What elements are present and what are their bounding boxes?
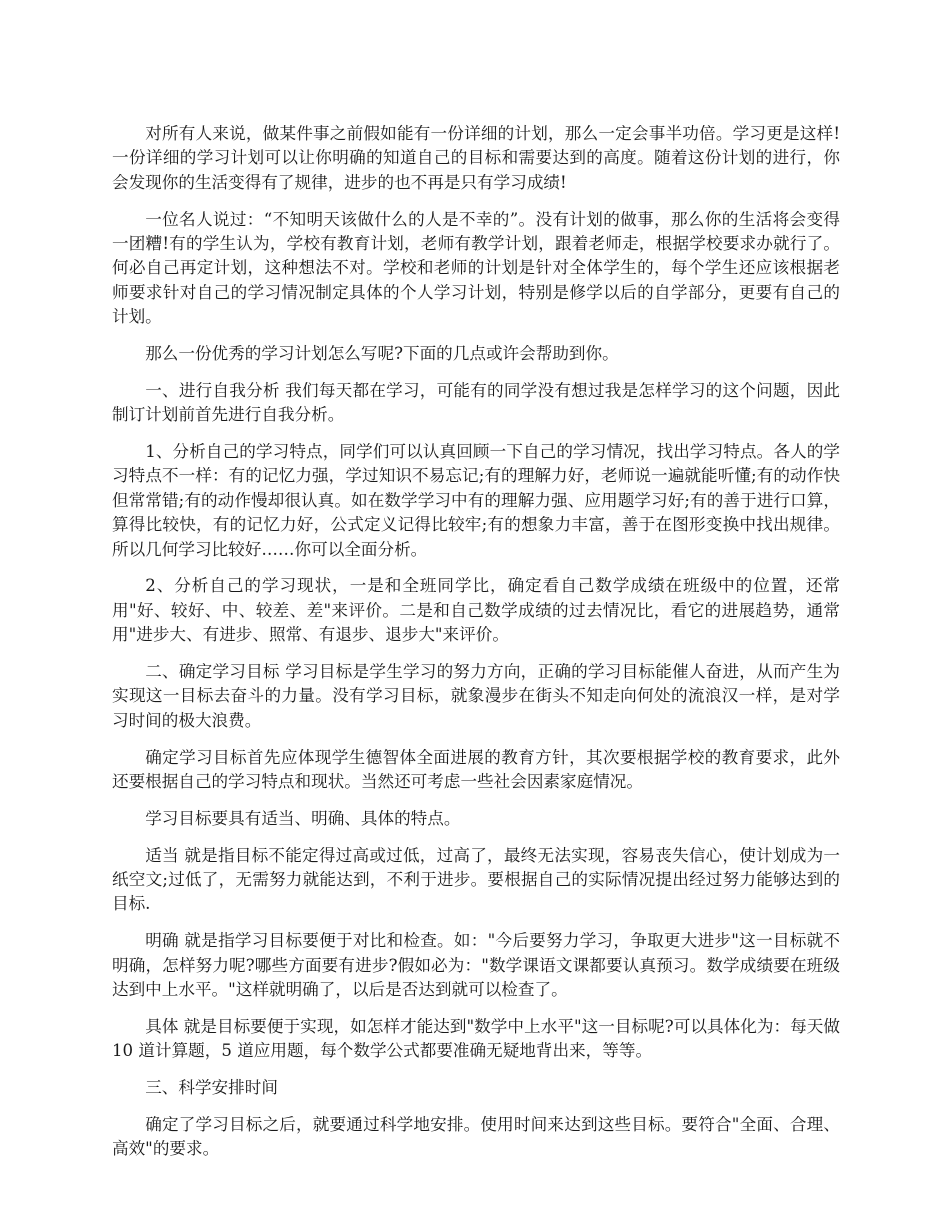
paragraph-analysis-learning-traits: 1、分析自己的学习特点，同学们可以认真回顾一下自己的学习情况，找出学习特点。各人的学习特点不一样：有的记忆力强，学过知识不易忘记;有的理解力好，老师说一遍就能听懂;有的动作快但常常错;有的动作慢却很认真。如在数学学习中有的理解力强、应用题学习好;有的善于进行口算，算得比较快，有的记忆力好，公式定义记得比较牢;有的想象力丰富，善于在图形变换中找出规律。所以几何学习比较好……你可以全面分析。 xyxy=(112,442,840,559)
paragraph-goal-principles: 确定学习目标首先应体现学生德智体全面进展的教育方针，其次要根据学校的教育要求，此外还要根据自己的学习特点和现状。当然还可考虑一些社会因素家庭情况。 xyxy=(112,747,840,792)
paragraph-time-arrangement: 确定了学习目标之后，就要通过科学地安排。使用时间来达到这些目标。要符合"全面、合理、高效"的要求。 xyxy=(112,1114,840,1159)
paragraph-goal-specific: 具体 就是目标要便于实现，如怎样才能达到"数学中上水平"这一目标呢?可以具体化为：每天做 10 道计算题，5 道应用题，每个数学公式都要准确无疑地背出来，等等。 xyxy=(112,1016,840,1061)
paragraph-intro: 对所有人来说，做某件事之前假如能有一份详细的计划，那么一定会事半功倍。学习更是这样!一份详细的学习计划可以让你明确的知道自己的目标和需要达到的高度。随着这份计划的进行，你会发现你的生活变得有了规律，进步的也不再是只有学习成绩! xyxy=(112,124,840,192)
document-body xyxy=(112,122,840,1174)
paragraph-section-3-time: 三、科学安排时间 xyxy=(145,1078,278,1098)
paragraph-analysis-current-status: 2、分析自己的学习现状，一是和全班同学比，确定看自己数学成绩在班级中的位置，还常用"好、较好、中、较差、差"来评价。二是和自己数学成绩的过去情况比，看它的进展趋势，通常用"进步大、有进步、照常、有退步、退步大"来评价。 xyxy=(112,576,840,645)
paragraph-section-1-self-analysis: 一、进行自我分析 我们每天都在学习，可能有的同学没有想过我是怎样学习的这个问题，因此制订计划前首先进行自我分析。 xyxy=(112,380,840,425)
paragraph-section-2-goals: 二、确定学习目标 学习目标是学生学习的努力方向，正确的学习目标能催人奋进，从而产生为实现这一目标去奋斗的力量。没有学习目标，就象漫步在街头不知走向何处的流浪汉一样，是对学习时间的极大浪费。 xyxy=(112,662,840,730)
paragraph-goal-clear: 明确 就是指学习目标要便于对比和检查。如："今后要努力学习，争取更大进步"这一目标就不明确，怎样努力呢?哪些方面要有进步?假如必为："数学课语文课都要认真预习。数学成绩要在班级达到中上水平。"这样就明确了，以后是否达到就可以检查了。 xyxy=(112,931,840,1000)
paragraph-how-to-write: 那么一份优秀的学习计划怎么写呢?下面的几点或许会帮助到你。 xyxy=(145,344,619,364)
paragraph-famous-quote: 一位名人说过：“不知明天该做什么的人是不幸的”。没有计划的做事，那么你的生活将会变得一团糟!有的学生认为，学校有教育计划，老师有教学计划，跟着老师走，根据学校要求办就行了。何必自己再定计划，这种想法不对。学校和老师的计划是针对全体学生的，每个学生还应该根据老师要求针对自己的学习情况制定具体的个人学习计划，特别是修学以后的自学部分，更要有自己的计划。 xyxy=(112,209,840,327)
paragraph-goal-appropriate: 适当 就是指目标不能定得过高或过低，过高了，最终无法实现，容易丧失信心，使计划成为一纸空文;过低了，无需努力就能达到，不利于进步。要根据自己的实际情况提出经过努力能够达到的目标. xyxy=(112,845,840,914)
paragraph-goal-features: 学习目标要具有适当、明确、具体的特点。 xyxy=(145,808,461,828)
